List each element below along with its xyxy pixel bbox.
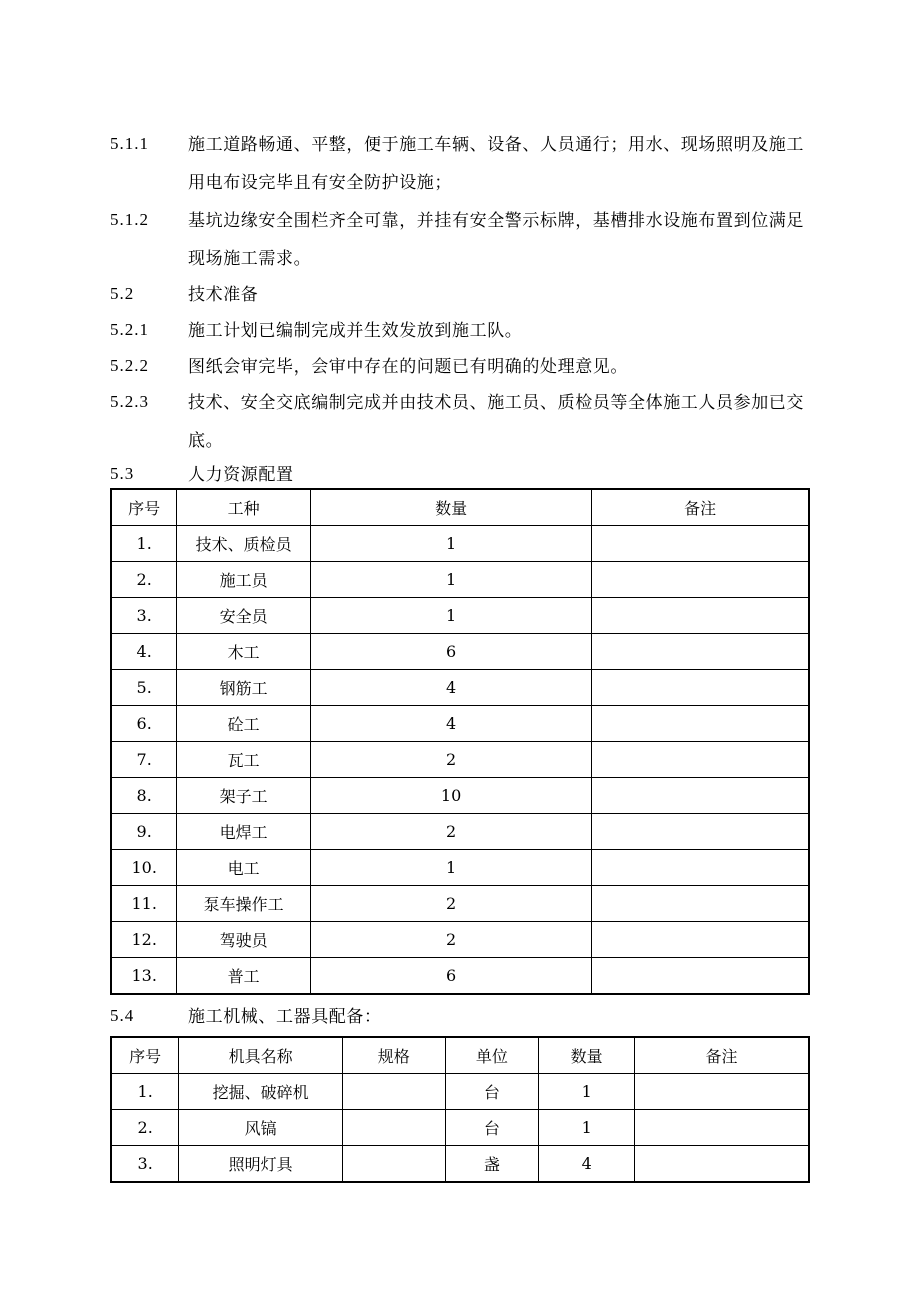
paragraph-5-1-2	[110, 202, 815, 278]
section-number: 5.1.2	[110, 210, 149, 229]
paragraph-5-2-3	[110, 384, 815, 460]
table-cell: 2.	[111, 1110, 179, 1146]
table-cell: 1.	[111, 1074, 179, 1110]
table-row	[111, 634, 809, 670]
table-cell	[592, 526, 809, 562]
table-cell	[592, 562, 809, 598]
header-cell: 序号	[111, 489, 177, 526]
section-number: 5.2.1	[110, 320, 149, 339]
table-row	[111, 526, 809, 562]
table-row	[111, 1146, 809, 1183]
table-cell: 2	[311, 814, 592, 850]
header-cell: 序号	[111, 1037, 179, 1074]
table-cell: 11.	[111, 886, 177, 922]
paragraph-text: 技术、安全交底编制完成并由技术员、施工员、质检员等全体施工人员参加已交底。	[188, 393, 804, 451]
table-cell	[342, 1110, 445, 1146]
paragraph-text: 图纸会审完毕，会审中存在的问题已有明确的处理意见。	[188, 357, 628, 377]
table-cell: 电工	[177, 850, 311, 886]
table-cell	[592, 922, 809, 958]
table-cell: 1	[539, 1074, 635, 1110]
table-cell: 技术、质检员	[177, 526, 311, 562]
header-cell: 规格	[342, 1037, 445, 1074]
table-cell: 瓦工	[177, 742, 311, 778]
table-cell: 13.	[111, 958, 177, 995]
paragraph-5-2-2	[110, 348, 815, 386]
table-cell: 6	[311, 958, 592, 995]
header-cell: 备注	[592, 489, 809, 526]
table-cell: 2	[311, 922, 592, 958]
table-cell: 风镐	[179, 1110, 343, 1146]
table-header-row	[111, 489, 809, 526]
table-cell: 3.	[111, 1146, 179, 1183]
table-cell: 3.	[111, 598, 177, 634]
hr-table	[110, 488, 810, 995]
heading-text: 人力资源配置	[188, 465, 294, 485]
header-cell: 机具名称	[179, 1037, 343, 1074]
table-header-row	[111, 1037, 809, 1074]
table-cell: 4	[539, 1146, 635, 1183]
table-cell: 1	[311, 598, 592, 634]
table-cell: 施工员	[177, 562, 311, 598]
table-cell: 驾驶员	[177, 922, 311, 958]
table-cell: 盏	[445, 1146, 539, 1183]
table-cell: 4	[311, 706, 592, 742]
table-cell: 照明灯具	[179, 1146, 343, 1183]
section-number: 5.2	[110, 284, 135, 303]
table-cell	[592, 598, 809, 634]
table-row	[111, 922, 809, 958]
section-number: 5.2.2	[110, 356, 149, 375]
table-row	[111, 742, 809, 778]
table-cell: 1	[311, 526, 592, 562]
table-row	[111, 706, 809, 742]
table-cell: 2	[311, 742, 592, 778]
table-row	[111, 850, 809, 886]
table-cell	[592, 814, 809, 850]
table-cell	[592, 634, 809, 670]
table-cell	[635, 1146, 809, 1183]
table-cell: 8.	[111, 778, 177, 814]
table-cell: 安全员	[177, 598, 311, 634]
table-cell: 2	[311, 886, 592, 922]
table-cell: 1	[311, 850, 592, 886]
table-cell: 12.	[111, 922, 177, 958]
table-cell	[592, 850, 809, 886]
table-cell: 钢筋工	[177, 670, 311, 706]
header-cell: 数量	[311, 489, 592, 526]
table-row	[111, 598, 809, 634]
table-cell: 架子工	[177, 778, 311, 814]
table-cell	[592, 706, 809, 742]
table-row	[111, 670, 809, 706]
heading-text: 施工机械、工器具配备：	[188, 1007, 382, 1027]
paragraph-5-2-1	[110, 312, 815, 350]
table-cell: 1.	[111, 526, 177, 562]
table-cell	[592, 886, 809, 922]
table-row	[111, 562, 809, 598]
header-cell: 备注	[635, 1037, 809, 1074]
table-cell: 电焊工	[177, 814, 311, 850]
table-cell	[635, 1074, 809, 1110]
table-row	[111, 958, 809, 995]
table-cell: 1	[311, 562, 592, 598]
paragraph-text: 基坑边缘安全围栏齐全可靠，并挂有安全警示标牌，基槽排水设施布置到位满足现场施工需求。	[188, 211, 804, 269]
table-cell: 5.	[111, 670, 177, 706]
section-number: 5.2.3	[110, 392, 149, 411]
table-row	[111, 1074, 809, 1110]
table-cell	[592, 958, 809, 995]
heading-5-4	[110, 998, 815, 1036]
section-number: 5.3	[110, 464, 135, 483]
table-cell: 台	[445, 1110, 539, 1146]
table-row	[111, 1110, 809, 1146]
table-cell	[342, 1074, 445, 1110]
paragraph-text: 施工计划已编制完成并生效发放到施工队。	[188, 321, 523, 341]
table-cell	[635, 1110, 809, 1146]
table-cell: 4.	[111, 634, 177, 670]
table-cell: 6	[311, 634, 592, 670]
table-cell: 砼工	[177, 706, 311, 742]
header-cell: 数量	[539, 1037, 635, 1074]
header-cell: 单位	[445, 1037, 539, 1074]
heading-5-2	[110, 276, 815, 314]
table-cell: 9.	[111, 814, 177, 850]
table-cell: 10	[311, 778, 592, 814]
table-cell: 泵车操作工	[177, 886, 311, 922]
table-cell: 2.	[111, 562, 177, 598]
heading-text: 技术准备	[188, 285, 259, 305]
header-cell: 工种	[177, 489, 311, 526]
table-cell: 木工	[177, 634, 311, 670]
section-number: 5.1.1	[110, 134, 149, 153]
table-row	[111, 814, 809, 850]
table-cell: 台	[445, 1074, 539, 1110]
table-cell: 7.	[111, 742, 177, 778]
table-cell	[592, 742, 809, 778]
table-cell: 挖掘、破碎机	[179, 1074, 343, 1110]
table-cell	[592, 778, 809, 814]
table-row	[111, 886, 809, 922]
tool-table	[110, 1036, 810, 1183]
table-cell: 普工	[177, 958, 311, 995]
table-cell: 10.	[111, 850, 177, 886]
paragraph-5-1-1	[110, 126, 815, 202]
table-cell	[342, 1146, 445, 1183]
section-number: 5.4	[110, 1006, 135, 1025]
table-cell: 6.	[111, 706, 177, 742]
table-cell: 4	[311, 670, 592, 706]
paragraph-text: 施工道路畅通、平整，便于施工车辆、设备、人员通行；用水、现场照明及施工用电布设完毕且有安全防护设施；	[188, 135, 804, 193]
table-row	[111, 778, 809, 814]
table-cell	[592, 670, 809, 706]
table-cell: 1	[539, 1110, 635, 1146]
